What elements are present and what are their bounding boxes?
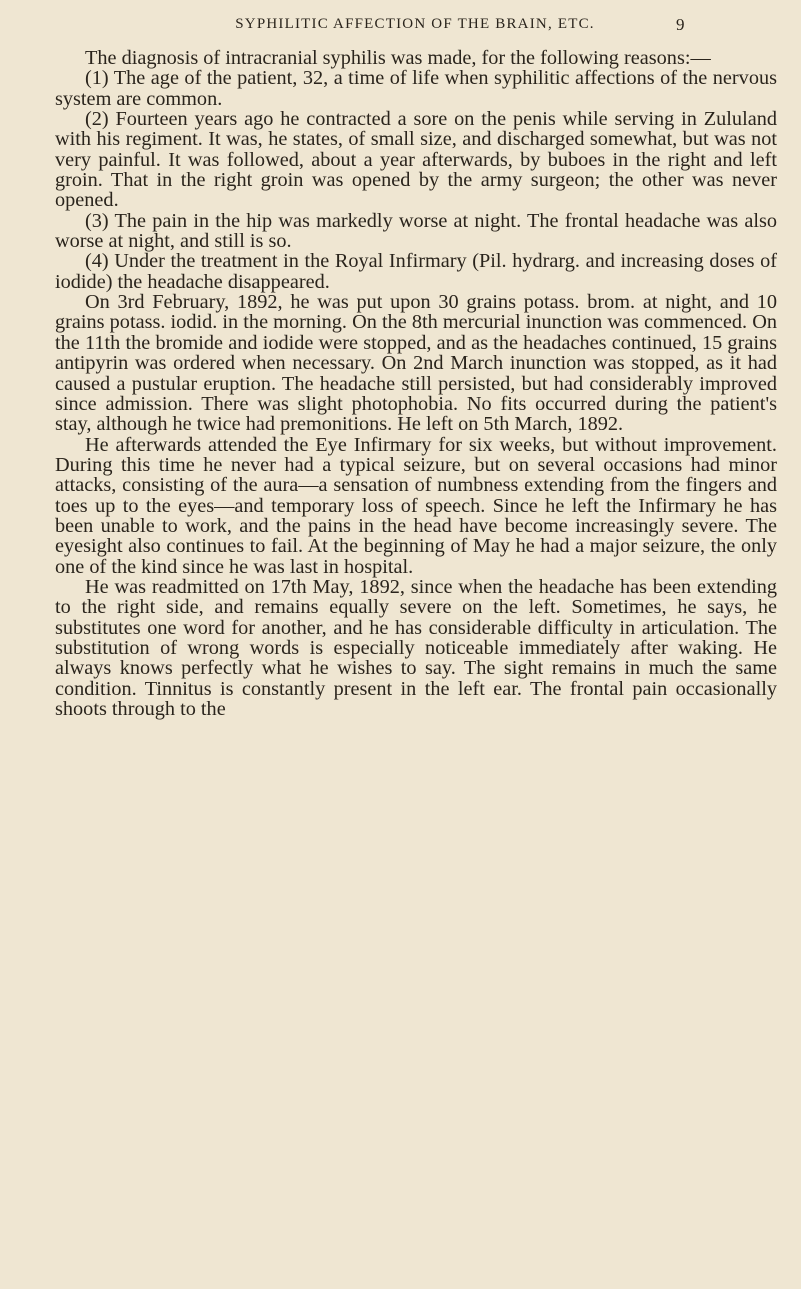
running-head: SYPHILITIC AFFECTION OF THE BRAIN, ETC.: [235, 16, 595, 32]
paragraph-reason-4: (4) Under the treatment in the Royal Infirmary (Pil. hydrarg. and increasing doses of iodide) the headache disappeared.: [55, 250, 777, 293]
paragraph-readmission: He was readmitted on 17th May, 1892, since when the headache has been extending to the right side, and remains equally severe on the left. Sometimes, he says, he substitutes one word for another, and he has considerable difficulty in articulation. The substitution of wrong words is especially noticeable immediately after waking. He always knows perfectly what he wishes to say. The sight remains in much the same condition. Tinnitus is constantly present in the left ear. The frontal pain occasionally shoots through to the: [55, 575, 777, 720]
paragraph-treatment: On 3rd February, 1892, he was put upon 30 grains potass. brom. at night, and 10 grains potass. iodid. in the morning. On the 8th mercurial inunction was commenced. On the 11th the bromide and iodide were stopped, and as the headaches continued, 15 grains antipyrin was ordered when necessary. On 2nd March inunction was stopped, as it had caused a pustular eruption. The headache still persisted, but had considerably improved since admission. There was slight photophobia. No fits occurred during the patient's stay, although he twice had premonitions. He left on 5th March, 1892.: [55, 291, 777, 436]
paragraph-reason-2: (2) Fourteen years ago he contracted a sore on the penis while serving in Zululand with his regiment. It was, he states, of small size, and discharged somewhat, but was not very painful. It was followed, about a year afterwards, by buboes in the right and left groin. That in the right groin was opened by the army surgeon; the other was never opened.: [55, 108, 777, 212]
paragraph-reason-1: (1) The age of the patient, 32, a time of life when syphilitic affections of the nervous system are common.: [55, 67, 777, 110]
page-number: 9: [676, 15, 685, 34]
paragraph-reason-3: (3) The pain in the hip was markedly worse at night. The frontal headache was also worse at night, and still is so.: [55, 209, 777, 253]
body-text: [55, 48, 777, 719]
paragraph-diagnosis-intro: The diagnosis of intracranial syphilis was made, for the following reasons:—: [85, 47, 711, 69]
paragraph-eye-infirmary: He afterwards attended the Eye Infirmary for six weeks, but without improvement. During this time he never had a typical seizure, but on several occasions had minor attacks, consisting of the aura—a sensation of numbness extending from the fingers and toes up to the eyes—and temporary loss of speech. Since he left the Infirmary he has been unable to work, and the pains in the head have become increasingly severe. The eyesight also continues to fail. At the beginning of May he had a major seizure, the only one of the kind since he was last in hospital.: [55, 433, 777, 578]
